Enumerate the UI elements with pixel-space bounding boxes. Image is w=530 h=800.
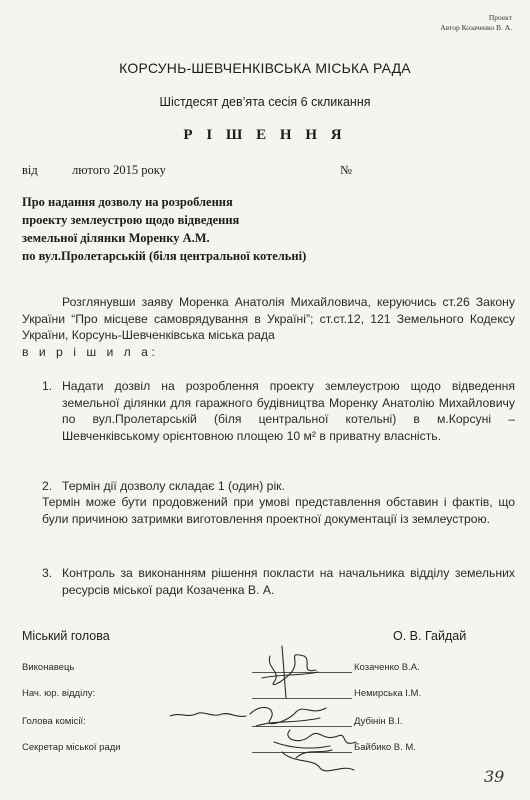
- decision-item-1: [42, 378, 515, 444]
- mayor-name: О. В. Гайдай: [393, 629, 467, 643]
- signatory-name: Немирська І.М.: [354, 688, 422, 699]
- author-line: Автор Козаченко В. А.: [440, 23, 512, 32]
- item-text: Надати дозвіл на розроблення проекту землеустрою щодо відведення земельної ділянки для гаражного будівництва Моренку Анатолію Михайловичу по вул.Пролетарській (біля центральної котельні) в м.Корсуні – Шевченківському орієнтовною площею 10 м² в приватну власність.: [62, 379, 515, 443]
- decision-item-2: [42, 478, 515, 495]
- title-line: проекту землеустрою щодо відведення: [22, 213, 240, 227]
- item-number: 3.: [42, 566, 53, 580]
- title-line: земельної ділянки Моренку А.М.: [22, 231, 210, 245]
- document-type-heading: Р І Ш Е Н Н Я: [183, 127, 347, 143]
- signatory-role: Виконавець: [22, 662, 75, 673]
- handwritten-signatures: [170, 638, 360, 778]
- decision-item-2-continuation: Термін може бути продовжений при умові представлення обставин і фактів, що були причиною затримки виготовлення проектної документації із землеустрою.: [42, 495, 515, 526]
- date-from-label: від: [22, 163, 38, 177]
- decision-title: [22, 193, 382, 265]
- page-number: [482, 764, 516, 788]
- signatory-name: Байбико В. М.: [354, 742, 416, 753]
- decision-number-label: №: [340, 163, 352, 177]
- signatory-name: Козаченко В.А.: [354, 662, 420, 673]
- preamble-text: Розглянувши заяву Моренка Анатолія Михайловича, керуючись ст.26 Закону України “Про місцеве самоврядування в Україні”; ст.ст.12, 121 Земельного Кодексу України, Корсунь-Шевченківська міська рада: [22, 295, 515, 342]
- item-number: 1.: [42, 379, 53, 393]
- mayor-label: Міський голова: [22, 629, 110, 643]
- decided-label: в и р і ш и л а:: [22, 345, 159, 359]
- item-text: Контроль за виконанням рішення покласти на начальника відділу земельних ресурсів міської ради Козаченка В. А.: [62, 566, 515, 597]
- signatory-role: Голова комісії:: [22, 716, 86, 727]
- signatory-name: Дубінін В.І.: [354, 716, 403, 727]
- session-line: Шістдесят дев’ята сесія 6 скликання: [159, 95, 371, 109]
- preamble-paragraph: [22, 294, 515, 344]
- decision-date: лютого 2015 року: [72, 163, 166, 177]
- draft-header: [440, 13, 512, 33]
- council-name: КОРСУНЬ-ШЕВЧЕНКІВСЬКА МІСЬКА РАДА: [119, 60, 411, 76]
- signatory-role: Нач. юр. відділу:: [22, 688, 96, 699]
- item-number: 2.: [42, 479, 53, 493]
- item-text: Термін дії дозволу складає 1 (один) рік.: [62, 479, 285, 493]
- signatory-role: Секретар міської ради: [22, 742, 121, 753]
- title-line: Про надання дозволу на розроблення: [22, 195, 233, 209]
- title-line: по вул.Пролетарській (біля центральної котельні): [22, 249, 307, 263]
- page-number-text: 39: [484, 767, 505, 786]
- draft-label: Проект: [488, 13, 512, 22]
- decision-item-3: [42, 565, 515, 598]
